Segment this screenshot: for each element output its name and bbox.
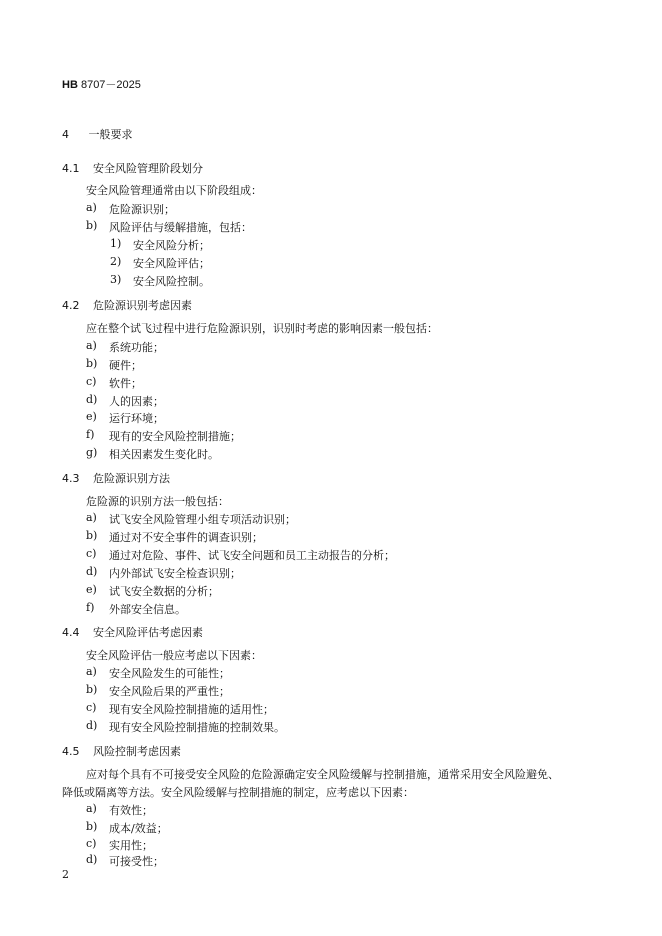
subsection-heading <box>62 297 192 313</box>
standard-number: 8707－2025 <box>80 79 141 91</box>
list-item <box>86 802 153 817</box>
list-text: 可接受性； <box>109 855 164 868</box>
list-text: 安全风险控制。 <box>133 275 210 288</box>
list-marker: c) <box>86 701 97 714</box>
subsection-number: 4.3 <box>62 472 80 485</box>
subsection-heading <box>62 743 181 759</box>
list-text: 外部安全信息。 <box>109 603 186 616</box>
list-item <box>86 375 142 390</box>
list-item <box>86 601 186 616</box>
list-marker: a) <box>86 802 97 815</box>
list-marker: g) <box>86 446 98 459</box>
list-item <box>86 201 175 216</box>
list-text: 运行环境； <box>109 412 164 425</box>
list-text: 硬件； <box>109 359 142 372</box>
subsection-title: 安全风险评估考虑因素 <box>93 626 203 639</box>
list-item <box>86 547 395 562</box>
page-number: 2 <box>62 868 69 881</box>
list-item <box>86 565 241 580</box>
list-text: 现有安全风险控制措施的控制效果。 <box>109 721 285 734</box>
list-item <box>86 853 164 868</box>
subsection-number: 4.1 <box>62 162 80 175</box>
list-item <box>86 583 219 598</box>
list-item <box>86 529 263 544</box>
list-text: 有效性； <box>109 804 153 817</box>
list-item <box>86 410 164 425</box>
list-text: 风险评估与缓解措施，包括： <box>109 221 252 234</box>
subsection-heading <box>62 470 170 486</box>
list-marker: a) <box>86 339 97 352</box>
list-marker: e) <box>86 583 97 596</box>
list-item <box>86 393 164 408</box>
section-title: 一般要求 <box>88 128 133 141</box>
list-item <box>86 683 230 698</box>
subsection-title: 危险源识别方法 <box>93 472 170 485</box>
list-text: 危险源识别； <box>109 203 175 216</box>
list-marker: b) <box>86 357 98 370</box>
list-text: 试飞安全数据的分析； <box>109 585 219 598</box>
subsection-title: 危险源识别考虑因素 <box>93 299 192 312</box>
list-marker: a) <box>86 665 97 678</box>
list-item <box>86 339 164 354</box>
paragraph-line: 应对每个具有不可接受安全风险的危险源确定安全风险缓解与控制措施，通常采用安全风险避免、 <box>86 768 559 781</box>
list-marker: b) <box>86 820 98 833</box>
paragraph-line: 降低或隔离等方法。安全风险缓解与控制措施的制定，应考虑以下因素： <box>62 786 414 799</box>
document-code <box>62 76 141 92</box>
subsection-heading <box>62 624 203 640</box>
list-item <box>86 701 274 716</box>
list-item <box>86 820 168 835</box>
list-marker: e) <box>86 410 97 423</box>
subsection-title: 安全风险管理阶段划分 <box>93 162 203 175</box>
section-heading <box>62 126 133 142</box>
list-marker: 3) <box>110 273 122 286</box>
paragraph: 安全风险评估一般应考虑以下因素： <box>86 649 262 662</box>
paragraph: 危险源的识别方法一般包括： <box>86 495 229 508</box>
list-item <box>86 219 252 234</box>
list-text: 相关因素发生变化时。 <box>109 448 219 461</box>
list-text: 系统功能； <box>109 341 164 354</box>
list-text: 安全风险发生的可能性； <box>109 667 230 680</box>
list-text: 通过对不安全事件的调查识别； <box>109 531 263 544</box>
list-text: 安全风险后果的严重性； <box>109 685 230 698</box>
list-text: 通过对危险、事件、试飞安全问题和员工主动报告的分析； <box>109 549 395 562</box>
list-marker: a) <box>86 511 97 524</box>
list-marker: f) <box>86 428 95 441</box>
list-marker: b) <box>86 529 98 542</box>
list-marker: d) <box>86 853 98 866</box>
list-text: 安全风险评估； <box>133 257 210 270</box>
list-text: 成本/效益； <box>109 822 168 835</box>
list-marker: c) <box>86 837 97 850</box>
paragraph: 安全风险管理通常由以下阶段组成： <box>86 184 262 197</box>
list-item <box>86 446 219 461</box>
list-item <box>86 837 153 852</box>
standard-prefix: HB <box>62 79 78 91</box>
list-marker: b) <box>86 219 98 232</box>
list-item <box>86 719 285 734</box>
list-text: 现有的安全风险控制措施； <box>109 430 241 443</box>
sublist-item <box>110 255 210 270</box>
list-text: 内外部试飞安全检查识别； <box>109 567 241 580</box>
subsection-number: 4.5 <box>62 745 80 758</box>
list-marker: a) <box>86 201 97 214</box>
list-marker: d) <box>86 719 98 732</box>
sublist-item <box>110 273 210 288</box>
sublist-item <box>110 237 210 252</box>
subsection-number: 4.4 <box>62 626 80 639</box>
subsection-title: 风险控制考虑因素 <box>93 745 181 758</box>
list-marker: f) <box>86 601 95 614</box>
list-item <box>86 665 230 680</box>
list-text: 试飞安全风险管理小组专项活动识别； <box>109 513 296 526</box>
paragraph: 应在整个试飞过程中进行危险源识别，识别时考虑的影响因素一般包括： <box>86 322 438 335</box>
list-text: 软件； <box>109 377 142 390</box>
list-marker: 1) <box>110 237 122 250</box>
list-text: 实用性； <box>109 839 153 852</box>
list-item <box>86 511 296 526</box>
list-text: 现有安全风险控制措施的适用性； <box>109 703 274 716</box>
list-item <box>86 428 241 443</box>
subsection-heading <box>62 160 203 176</box>
list-item <box>86 357 142 372</box>
list-marker: d) <box>86 565 98 578</box>
list-marker: b) <box>86 683 98 696</box>
section-number: 4 <box>62 128 69 141</box>
list-text: 人的因素； <box>109 395 164 408</box>
list-marker: c) <box>86 375 97 388</box>
subsection-number: 4.2 <box>62 299 80 312</box>
list-marker: d) <box>86 393 98 406</box>
list-marker: c) <box>86 547 97 560</box>
list-marker: 2) <box>110 255 122 268</box>
list-text: 安全风险分析； <box>133 239 210 252</box>
